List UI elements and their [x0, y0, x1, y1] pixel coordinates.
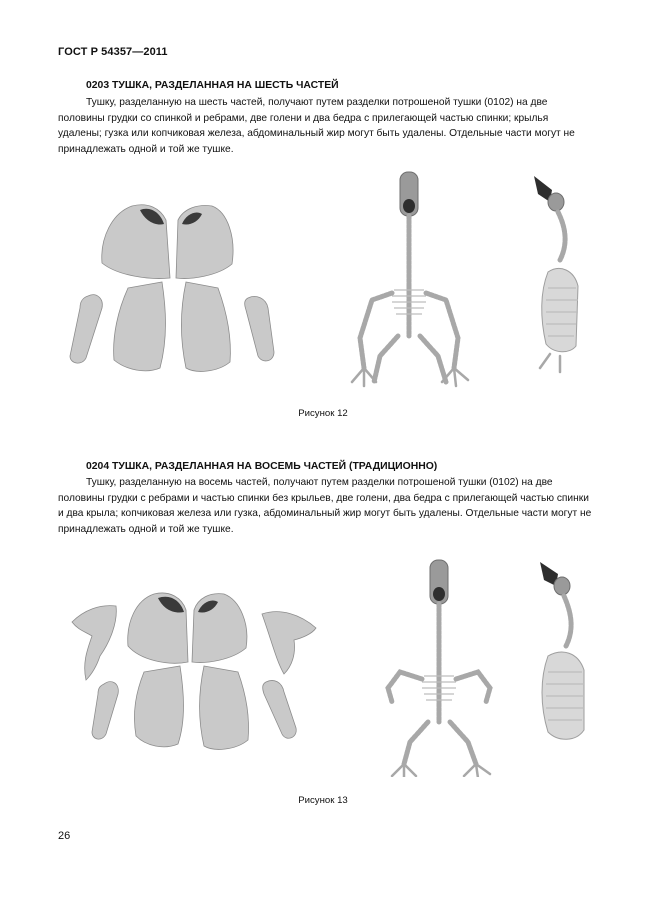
breast-half-right: [192, 594, 247, 663]
figure-13-caption: Рисунок 13: [298, 795, 348, 806]
drumstick-left: [70, 295, 102, 363]
thigh-right: [182, 282, 231, 371]
wing-right: [262, 612, 316, 674]
section-0204-text: Тушку, разделанную на восемь частей, получают путем разделки потрошеной тушки (0102) на две половины грудки с ребрами и частью спинки без крыльев, две голени, два бедра с прилегающей частью спинки и два крыла; копчиковая железа или гузка, абдоминальный жир могут быть удалены. Отдельные части могут не принадлежать одной и той же тушке.: [58, 477, 592, 535]
skeleton-front-view: [388, 560, 490, 777]
skeleton-front-view: [352, 172, 468, 386]
figure-13-illustration: [0, 552, 646, 777]
drumstick-left: [92, 682, 118, 739]
section-0203-heading: 0203 ТУШКА, РАЗДЕЛАННАЯ НА ШЕСТЬ ЧАСТЕЙ: [86, 80, 339, 91]
skeleton-side-view: [534, 176, 578, 372]
thigh-left: [134, 666, 183, 747]
thigh-left: [114, 282, 166, 371]
drumstick-right: [245, 296, 274, 360]
breast-half-left: [102, 205, 170, 279]
figure-12-caption: Рисунок 12: [298, 408, 348, 419]
page-number: 26: [58, 830, 71, 842]
skeleton-side-view: [540, 562, 584, 739]
figure-12-illustration: [0, 168, 646, 393]
drumstick-right: [263, 680, 297, 738]
standard-header: ГОСТ Р 54357—2011: [58, 46, 168, 58]
section-0203-text: Тушку, разделанную на шесть частей, получают путем разделки потрошеной тушки (0102) на две половины грудки со спинкой и ребрами, две голени и два бедра с прилегающей частью спинки; крылья удалены; гузка или копчиковая железа, абдоминальный жир могут быть удалены. Отдельные части могут не принадлежать одной и той же тушке.: [58, 97, 575, 155]
thigh-right: [200, 666, 249, 749]
section-0204-heading: 0204 ТУШКА, РАЗДЕЛАННАЯ НА ВОСЕМЬ ЧАСТЕЙ (ТРАДИЦИОННО): [86, 461, 438, 472]
breast-half-right: [176, 206, 233, 279]
wing-left: [72, 606, 116, 680]
